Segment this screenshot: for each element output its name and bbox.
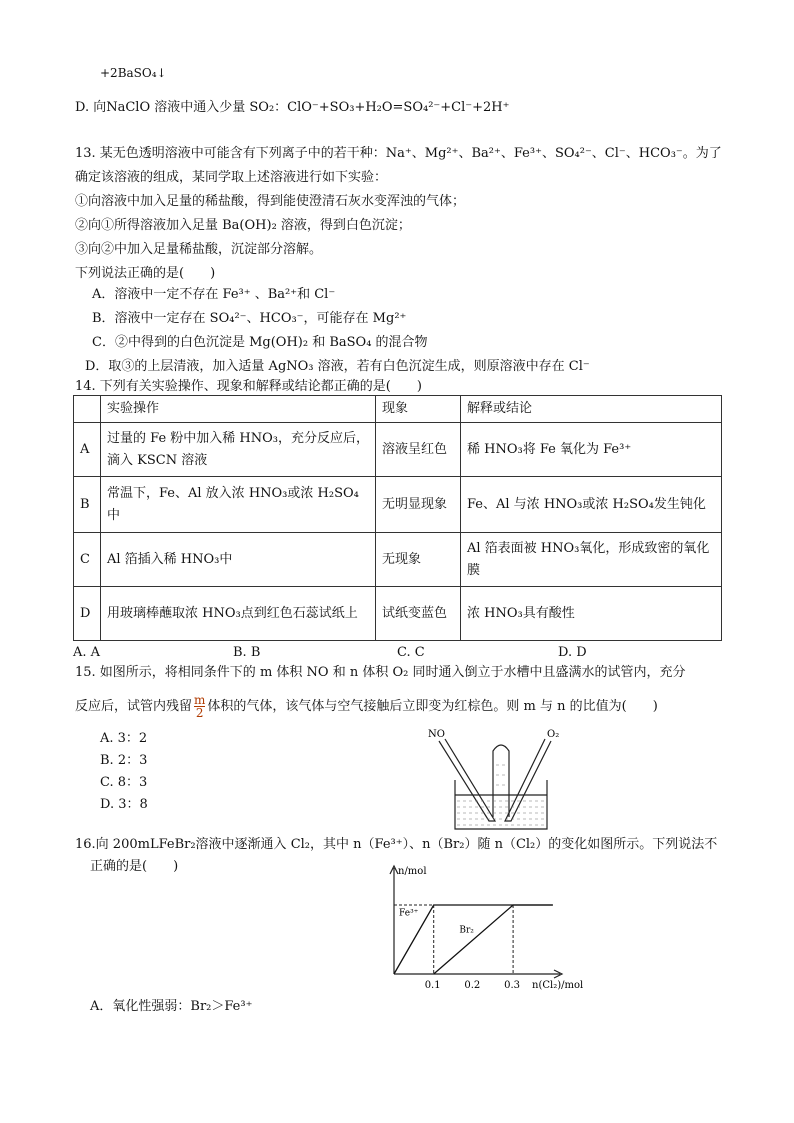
q14-table [73, 395, 722, 641]
q13-ask: 下列说法正确的是( ) [75, 266, 216, 281]
q16-stem-2: 正确的是( ) [90, 859, 179, 874]
table-cell: Al 箔插入稀 HNO₃中 [101, 533, 376, 587]
q13-option-d: D．取③的上层清液，加入适量 AgNO₃ 溶液，若有白色沉淀生成，则原溶液中存在 Cl⁻ [85, 359, 590, 374]
table-cell: 溶液呈红色 [376, 423, 461, 477]
table-header-cell: 现象 [376, 396, 461, 423]
prev-option-d: D. 向NaClO 溶液中通入少量 SO₂：ClO⁻+SO₃+H₂O=SO₄²⁻+Cl⁻+2H⁺ [75, 100, 510, 115]
no-inlet-tube [439, 739, 495, 821]
table-cell: 稀 HNO₃将 Fe 氧化为 Fe³⁺ [461, 423, 722, 477]
x-tick-label: 0.3 [504, 980, 521, 991]
q14-option-c: C. C [397, 645, 425, 660]
q13-step-2: ②向①所得溶液加入足量 Ba(OH)₂ 溶液，得到白色沉淀； [75, 218, 411, 233]
table-row [74, 477, 722, 533]
o2-label: O₂ [547, 729, 560, 740]
q15-option-c: C. 8：3 [100, 775, 148, 790]
q15-stem-2 [75, 694, 658, 719]
q13-stem-1: 13. 某无色透明溶液中可能含有下列离子中的若干种：Na⁺、Mg²⁺、Ba²⁺、Fe³⁺、SO₄²⁻、Cl⁻、HCO₃⁻。为了 [75, 146, 722, 161]
table-cell: Al 箔表面被 HNO₃氧化，形成致密的氧化膜 [461, 533, 722, 587]
table-header-cell: 实验操作 [101, 396, 376, 423]
q15-option-a: A. 3：2 [100, 731, 148, 746]
table-row [74, 423, 722, 477]
table-cell: 无明显现象 [376, 477, 461, 533]
table-cell: 用玻璃棒蘸取浓 HNO₃点到红色石蕊试纸上 [101, 587, 376, 641]
table-cell: D [74, 587, 101, 641]
table-row [74, 533, 722, 587]
q14-stem: 14. 下列有关实验操作、现象和解释或结论都正确的是( ) [75, 379, 422, 394]
q13-step-1: ①向溶液中加入足量的稀盐酸，得到能使澄清石灰水变浑浊的气体； [75, 194, 466, 209]
series-label-1: Br₂ [459, 925, 474, 936]
table-cell: 过量的 Fe 粉中加入稀 HNO₃，充分反应后，滴入 KSCN 溶液 [101, 423, 376, 477]
series-label-0: Fe³⁺ [399, 908, 419, 919]
table-row [74, 587, 722, 641]
q15-stem-1: 15. 如图所示，将相同条件下的 m 体积 NO 和 n 体积 O₂ 同时通入倒立于水槽中且盛满水的试管内，充分 [75, 665, 686, 680]
q15-option-d: D. 3：8 [100, 797, 148, 812]
q15-stem-2b: 体积的气体，该气体与空气接触后立即变为红棕色。则 m 与 n 的比值为( ) [207, 699, 658, 714]
table-header-cell: 解释或结论 [461, 396, 722, 423]
table-cell: 浓 HNO₃具有酸性 [461, 587, 722, 641]
q13-option-a: A．溶液中一定不存在 Fe³⁺ 、Ba²⁺和 Cl⁻ [92, 287, 336, 302]
table-header-cell [74, 396, 101, 423]
q16-option-a: A．氧化性强弱：Br₂＞Fe³⁺ [90, 999, 253, 1014]
chart-marks [394, 905, 553, 991]
q13-option-c: C．②中得到的白色沉淀是 Mg(OH)₂ 和 BaSO₄ 的混合物 [92, 335, 428, 350]
fe-br-chart [380, 860, 610, 995]
test-tube [493, 745, 509, 817]
no-label: NO [428, 729, 445, 740]
prev-equation-tail: +2BaSO₄↓ [100, 66, 167, 80]
table-header-row [74, 396, 722, 423]
x-tick-label: 0.1 [424, 980, 441, 991]
q13-stem-2: 确定该溶液的组成，某同学取上述溶液进行如下实验： [75, 170, 388, 185]
q14-option-a: A. A [73, 645, 101, 660]
q14-option-b: B. B [233, 645, 261, 660]
table-cell: 常温下，Fe、Al 放入浓 HNO₃或浓 H₂SO₄中 [101, 477, 376, 533]
table-cell: B [74, 477, 101, 533]
y-axis-label: n/mol [398, 866, 427, 877]
q13-step-3: ③向②中加入足量稀盐酸，沉淀部分溶解。 [75, 242, 323, 257]
q14-option-d: D. D [558, 645, 587, 660]
water-trough-apparatus [425, 725, 575, 835]
series-line-1 [434, 905, 553, 974]
q15-stem-2a: 反应后，试管内残留 [75, 699, 193, 714]
table-cell: 无现象 [376, 533, 461, 587]
table-cell: Fe、Al 与浓 HNO₃或浓 H₂SO₄发生钝化 [461, 477, 722, 533]
trough [455, 780, 547, 829]
q15-option-b: B. 2：3 [100, 753, 148, 768]
fraction-denominator: 2 [195, 706, 204, 720]
table-cell: C [74, 533, 101, 587]
table-cell: 试纸变蓝色 [376, 587, 461, 641]
table-cell: A [74, 423, 101, 477]
q16-stem-1: 16.向 200mLFeBr₂溶液中逐渐通入 Cl₂，其中 n（Fe³⁺）、n（Br₂）随 n（Cl₂）的变化如图所示。下列说法不 [75, 837, 718, 852]
fraction-numerator: m [194, 693, 206, 707]
x-tick-label: 0.2 [464, 980, 481, 991]
fraction-m-over-2 [194, 694, 205, 719]
q13-option-b: B．溶液中一定存在 SO₄²⁻、HCO₃⁻，可能存在 Mg²⁺ [92, 311, 407, 326]
o2-inlet-tube [505, 739, 551, 821]
x-axis-label: n(Cl₂)/mol [532, 980, 584, 991]
